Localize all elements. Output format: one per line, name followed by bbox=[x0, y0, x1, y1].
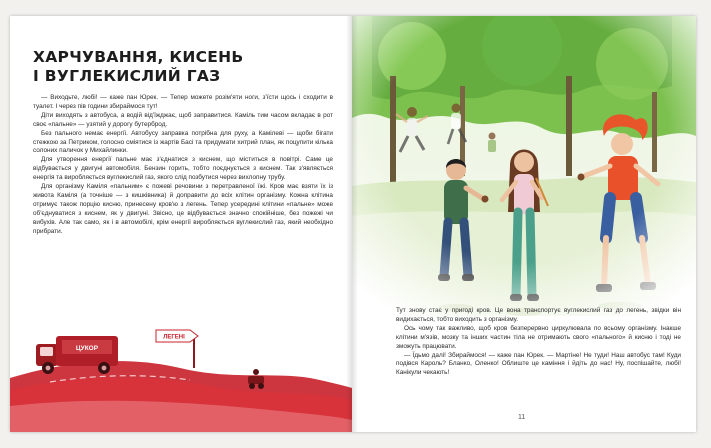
paragraph: Тут знову стає у пригоді кров. Це вона транспортує вуглекислий газ до легень, звідки він видихається, тобто виходить з організму. bbox=[396, 307, 681, 323]
page-number: 11 bbox=[518, 414, 526, 421]
paragraph: Діти виходять з автобуса, а водій від'їжджає, щоб заправитися. Каміль тим часом вкладає в рот своє «пальне» — узятий у дорогу бутерброд. bbox=[33, 111, 333, 128]
sign-label: ЛЕГЕНІ bbox=[163, 334, 185, 341]
right-page bbox=[352, 16, 696, 432]
left-page bbox=[10, 16, 352, 432]
paragraph: Для організму Каміля «пальним» є пожеві речовини з перетравленої їжі. Кров має взяти їх із живота Каміля (а точніше — з кишківника) й доправити до всіх клітин організму. Кожна клітина отримує також порцію кисню, принесену кров'ю з легень. Тепер усередині клітини «пальне» може об'єднуватися з киснем, як у двигуні. Звісно, це відбувається значно спокійніше, без пожежі чи вибухів. Але так само, як і в автомобілі, крім енергії виробляється вуглекислий газ, який необхідно прибрати. bbox=[33, 183, 333, 235]
paragraph: Без пального немає енергії. Автобусу заправка потрібна для руху, а Камілеві — щоби бігати стежкою за Петриком, голосно сміятися із жартів Басі та придумати хитрий план, як поцупити кілька солоних паличок у Михайлинки. bbox=[33, 129, 333, 155]
forest-illustration bbox=[352, 16, 696, 316]
road-illustration bbox=[10, 316, 352, 432]
title-line-2: І ВУГЛЕКИСЛИЙ ГАЗ bbox=[33, 67, 221, 85]
truck-label: ЦУКОР bbox=[75, 345, 99, 352]
title-line-1: ХАРЧУВАННЯ, КИСЕНЬ bbox=[33, 48, 244, 66]
paragraph: Для утворення енергії пальне має з'єднатися з киснем, що міститься в повітрі. Саме це відбувається у двигуні автомобіля. Бензин горить, тобто поєднується з киснем. Так з'являється енергія та виробляється вуглекислий газ, якого слід позбутися через вихлопну трубу. bbox=[33, 156, 333, 182]
paragraph: — Їдьмо далі! Збираймося! — каже пан Юрек. — Мартіне! Не туди! Наш автобус там! Куди подівся Кароль? Бланко, Оленко! Облиште це каміння і йдіть до нас! Ну, поспішайте, любі! Канікули чекають! bbox=[396, 351, 681, 377]
page-title bbox=[33, 48, 333, 86]
paragraph: Ось чому так важливо, щоб кров безперервно циркулювала по всьому організму. Інакше клітини м'язів, мозку та інших частин тіла не отримають свого «пального» й кисню і тоді не зможуть працювати. bbox=[396, 324, 681, 350]
book-gutter bbox=[346, 16, 358, 432]
paragraph: — Виходьте, любі! — каже пан Юрек. — Тепер можете розім'яти ноги, з'їсти щось і сходити в туалет. І через пів години збираймося тут! bbox=[33, 94, 333, 110]
right-body-text bbox=[396, 307, 681, 378]
book-spread bbox=[10, 16, 696, 432]
left-body-text bbox=[33, 94, 333, 237]
